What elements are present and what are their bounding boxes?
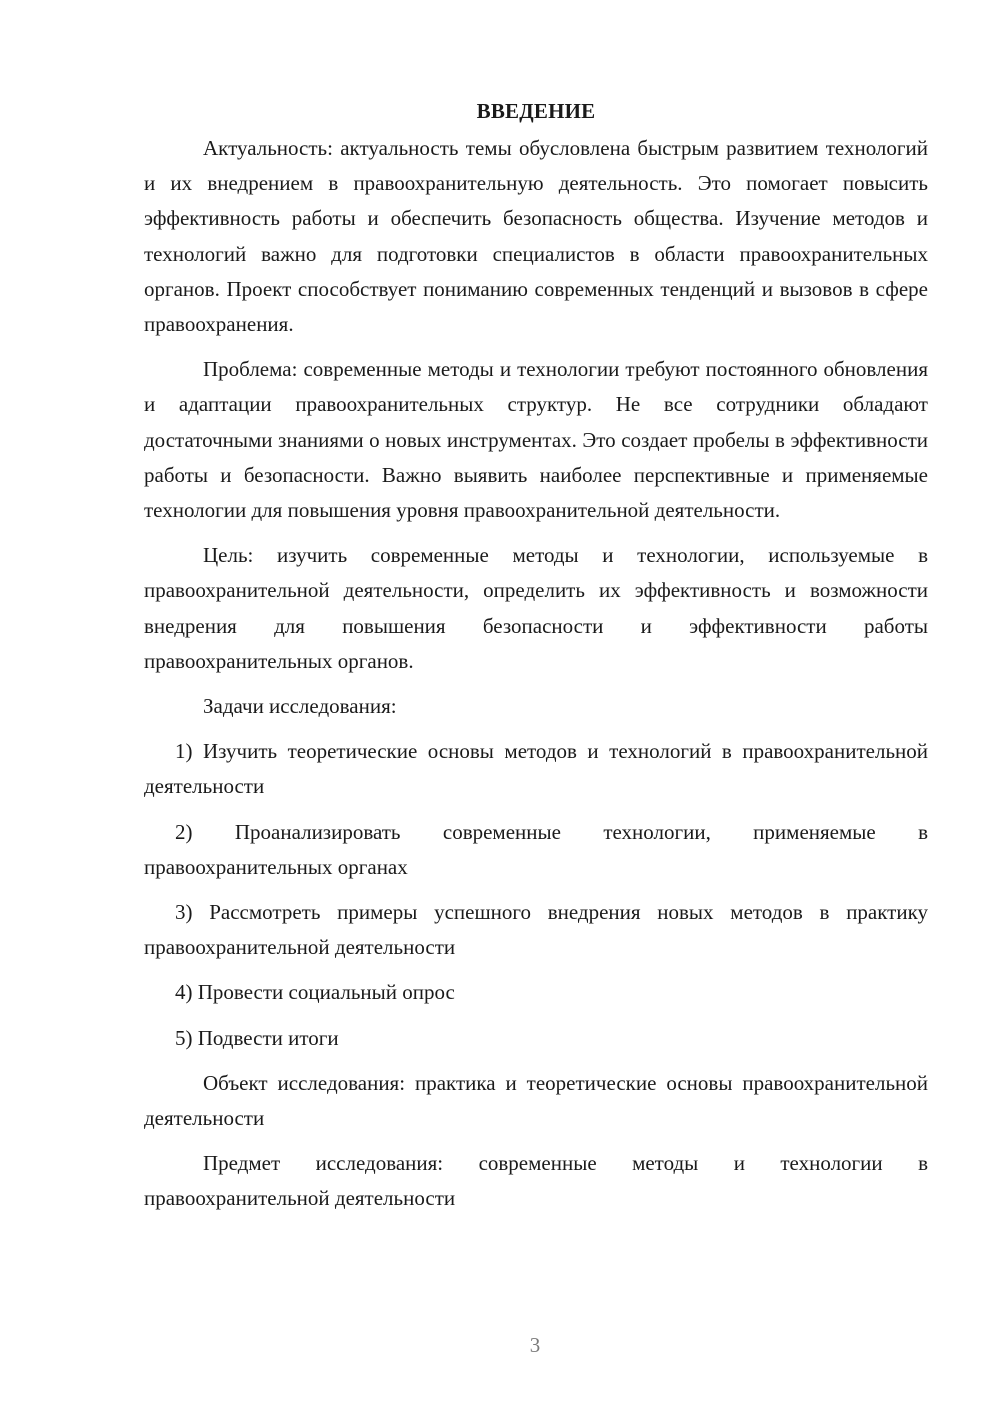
page-title: ВВЕДЕНИЕ — [476, 99, 596, 123]
goal-paragraph: Цель: изучить современные методы и технологии, используемые в правоохранительной деятельности, определить их эффективность и возможности внедрения для повышения безопасности и эффективности работы правоохранительных органов. — [144, 543, 928, 673]
problem-paragraph: Проблема: современные методы и технологии требуют постоянного обновления и адаптации правоохранительных структур. Не все сотрудники обладают достаточными знаниями о новых инструментах. Это создает пробелы в эффективности работы и безопасности. Важно выявить наиболее перспективные и применяемые технологии для повышения уровня правоохранительной деятельности. — [144, 357, 928, 523]
page-number: 3 — [529, 1333, 541, 1357]
task-item-2: 2) Проанализировать современные технологии, применяемые в правоохранительных органах — [144, 819, 928, 879]
object-paragraph: Объект исследования: практика и теоретические основы правоохранительной деятельности — [144, 1070, 928, 1131]
relevance-paragraph: Актуальность: актуальность темы обусловлена быстрым развитием технологий и их внедрением в правоохранительную деятельность. Это помогает повысить эффективность работы и обеспечить безопасность общества. Изучение методов и технологий важно для подготовки специалистов в области правоохранительных органов. Проект способствует пониманию современных тенденций и вызовов в сфере правоохранения. — [144, 136, 928, 337]
task-item-3: 3) Рассмотреть примеры успешного внедрения новых методов в практику правоохранительной деятельности — [144, 900, 928, 960]
subject-paragraph: Предмет исследования: современные методы и технологии в правоохранительной деятельности — [144, 1151, 928, 1211]
task-item-4: 4) Провести социальный опрос — [175, 980, 455, 1005]
tasks-heading: Задачи исследования: — [203, 694, 397, 719]
document-page — [144, 96, 928, 1227]
task-item-1: 1) Изучить теоретические основы методов и технологий в правоохранительной деятельности — [144, 739, 928, 799]
task-item-5: 5) Подвести итоги — [175, 1025, 339, 1050]
